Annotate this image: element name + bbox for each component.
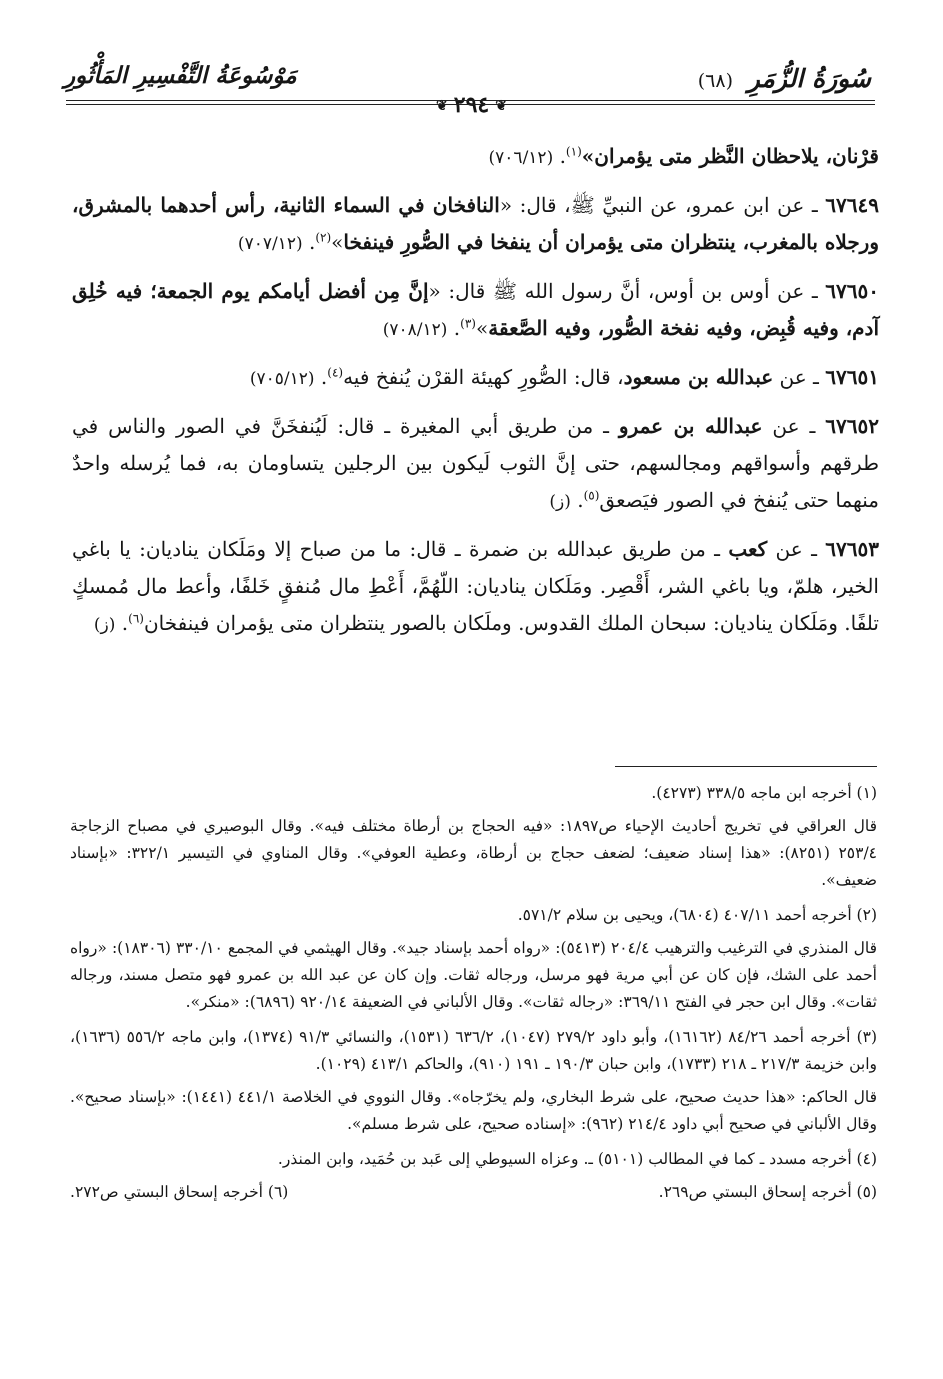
entry-text: ـ عن ابن عمرو، عن النبيِّ ﷺ، قال: « — [499, 193, 826, 217]
entry-tail: . — [314, 365, 328, 389]
hadith-text: إنَّ مِن أفضل أيامكم يوم الجمعة؛ فيه خُلِق آدم، وفيه قُبِض، وفيه نفخة الصُّور، وفيه الصَّعقة — [72, 279, 879, 340]
footnote-2-comment: قال المنذري في الترغيب والترهيب ٢٠٤/٤ (٥٤١٣): «رواه أحمد بإسناد جيد». وقال الهيثمي في المجمع ٣٣٠/١٠ (١٨٣٠٦): «رواه أحمد على الشك، فإن كان عن أبي مرية فهو مرسل، ورجاله ثقات. وإن كان عن عبد الله بن عمرو فهو متصل مسند، ورجاله ثقات». وقال ابن حجر في الفتح ٣٦٩/١١: «رجاله ثقات». وقال الألباني في الضعيفة ٩٢٠/١٤ (٦٨٩٦): «منكر». — [70, 939, 878, 1011]
entry-67651 — [72, 359, 879, 398]
entry-tail: . — [559, 144, 566, 168]
entry-tail: . — [115, 611, 129, 635]
footnote-marker: (٥) — [583, 488, 600, 503]
entry-number: ٦٧٦٥٠ — [825, 279, 879, 303]
entry-text-rest: ـ من طريق أبي المغيرة ـ قال: لَيُنفخَنَّ في الصور والناس في طرقهم وأسواقهم ومجالسهم، حتى إنَّ الثوب لَيكون بين الرجلين يتساومان به، فما يُرسله واحدٌ منهما حتى يُنفخ في الصور فيَصعق — [72, 414, 879, 512]
footnote-separator — [615, 766, 877, 767]
footnote-marker: (٤) — [327, 365, 344, 380]
entry-text-close: » — [475, 316, 489, 340]
entry-text-rest: ـ من طريق عبدالله بن ضمرة ـ قال: ما من صباح إلا ومَلَكان يناديان: يا باغي الخير، هلمّ، ويا باغي الشر، أَقْصِر. ومَلَكان يناديان: اللّهُمَّ، أَعْطِ مال مُنفقٍ خَلفًا، وأعط مال مُمسكٍ تلفًا. ومَلَكان يناديان: سبحان الملك القدوس. وملَكان بالصور ينتظران متى يؤمران فينفخان — [72, 537, 879, 635]
footnote-marker: (١) — [565, 144, 582, 159]
footnote-6: (٦) أخرجه إسحاق البستي ص٢٧٢. — [70, 1183, 289, 1201]
entry-tail: . — [447, 316, 461, 340]
entry-text: قرْنان، يلاحظان النَّظر متى يؤمران» — [581, 144, 879, 168]
main-text — [72, 138, 879, 654]
ornament-icon: ❦ — [436, 98, 448, 114]
footnote-3-comment: قال الحاكم: «هذا حديث صحيح، على شرط البخاري، ولم يخرّجاه». وقال النووي في الخلاصة ٤٤١/١ (١٤٤١): «بإسناد صحيح». وقال الألباني في صحيح أبي داود ٢١٤/٤ (٩٦٢): «إسناده صحيح، على شرط مسلم». — [70, 1088, 877, 1133]
entry-number: ٦٧٦٤٩ — [825, 193, 879, 217]
entry-tail: . — [570, 488, 584, 512]
ornament-icon: ❦ — [495, 98, 507, 114]
narrator-name: عبدالله بن عمرو — [618, 414, 763, 438]
footnote-2: (٢) أخرجه أحمد ٤٠٧/١١ (٦٨٠٤)، ويحيى بن سلام ٥٧١/٢. — [517, 906, 877, 924]
entry-text: ـ عن — [762, 414, 826, 438]
footnote-marker: (٦) — [128, 611, 144, 626]
entry-67649 — [72, 187, 879, 263]
entry-continuation — [72, 138, 879, 177]
sura-heading — [698, 64, 871, 93]
footnotes — [70, 780, 877, 1206]
footnote-marker: (٢) — [315, 230, 332, 245]
footnote-1: (١) أخرجه ابن ماجه ٣٣٨/٥ (٤٢٧٣). — [651, 784, 877, 802]
volume-reference: (٧٠٦/١٢) — [488, 148, 554, 168]
entry-text-rest: ، قال: الصُّورِ كهيئة القرْن يُنفخ فيه — [343, 365, 624, 389]
volume-reference: (٧٠٧/١٢) — [237, 234, 303, 254]
entry-text: ـ عن — [773, 365, 826, 389]
sura-number: (٦٨) — [697, 70, 733, 92]
entry-67650 — [72, 273, 879, 349]
entry-67653 — [72, 531, 879, 644]
book-title: مَوْسُوعَةُ التَّفْسِيرِ المَأْثُورِ — [64, 62, 297, 89]
page-number: ٢٩٤ — [453, 92, 490, 118]
footnote-3: (٣) أخرجه أحمد ٨٤/٢٦ (١٦١٦٢)، وأبو داود ٢٧٩/٢ (١٠٤٧)، ٦٣٦/٢ (١٥٣١)، والنسائي ٩١/٣ (١٣٧٤)، وابن ماجه ٥٥٦/٢ (١٦٣٦)، وابن خزيمة ٢١٧/٣ ـ ٢١٨ (١٧٣٣)، وابن حبان ١٩٠/٣ ـ ١٩١ (٩١٠)، والحاكم ٤١٣/١ (١٠٢٩). — [70, 1028, 878, 1073]
entry-number: ٦٧٦٥٢ — [825, 414, 879, 438]
sura-title: سُورَةُ الزُّمَرِ — [747, 64, 871, 93]
entry-text: ـ عن — [767, 537, 826, 561]
volume-reference: (ز) — [93, 615, 116, 635]
page-number-block — [60, 92, 883, 118]
footnote-1-comment: قال العراقي في تخريج أحاديث الإحياء ص١٨٩٧: «فيه الحجاج بن أرطاة مختلف فيه». وقال البوصيري في مصباح الزجاجة ٢٥٣/٤ (٨٢٥١): «هذا إسناد ضعيف؛ لضعف حجاج بن أرطاة، وعطية العوفي». وقال المناوي في التيسير ٣٢٢/١: «بإسناد ضعيف». — [70, 817, 877, 889]
volume-reference: (ز) — [549, 492, 571, 512]
hadith-text: النافخان في السماء الثانية، رأس أحدهما بالمشرق، ورجلاه بالمغرب، ينتظران متى يؤمران أن ينفخا في الصُّورِ فينفخا — [72, 193, 879, 254]
volume-reference: (٧٠٥/١٢) — [249, 369, 315, 389]
footnote-5: (٥) أخرجه إسحاق البستي ص٢٦٩. — [658, 1183, 877, 1201]
running-header — [60, 58, 883, 118]
footnote-4: (٤) أخرجه مسدد ـ كما في المطالب (٥١٠١) ـ. وعزاه السيوطي إلى عَبد بن حُمَيد، وابن المنذر. — [277, 1150, 877, 1168]
narrator-name: كعب — [728, 537, 768, 561]
narrator-name: عبدالله بن مسعود — [623, 365, 774, 389]
entry-text-close: » — [331, 230, 344, 254]
volume-reference: (٧٠٨/١٢) — [382, 320, 448, 340]
footnote-row — [70, 1179, 877, 1206]
footnote-marker: (٣) — [460, 316, 476, 331]
entry-tail: . — [302, 230, 316, 254]
entry-67652 — [72, 408, 879, 521]
entry-number: ٦٧٦٥١ — [825, 365, 879, 389]
entry-text: ـ عن أوس بن أوس، أنَّ رسول الله ﷺ قال: « — [428, 279, 826, 303]
entry-number: ٦٧٦٥٣ — [825, 537, 879, 561]
